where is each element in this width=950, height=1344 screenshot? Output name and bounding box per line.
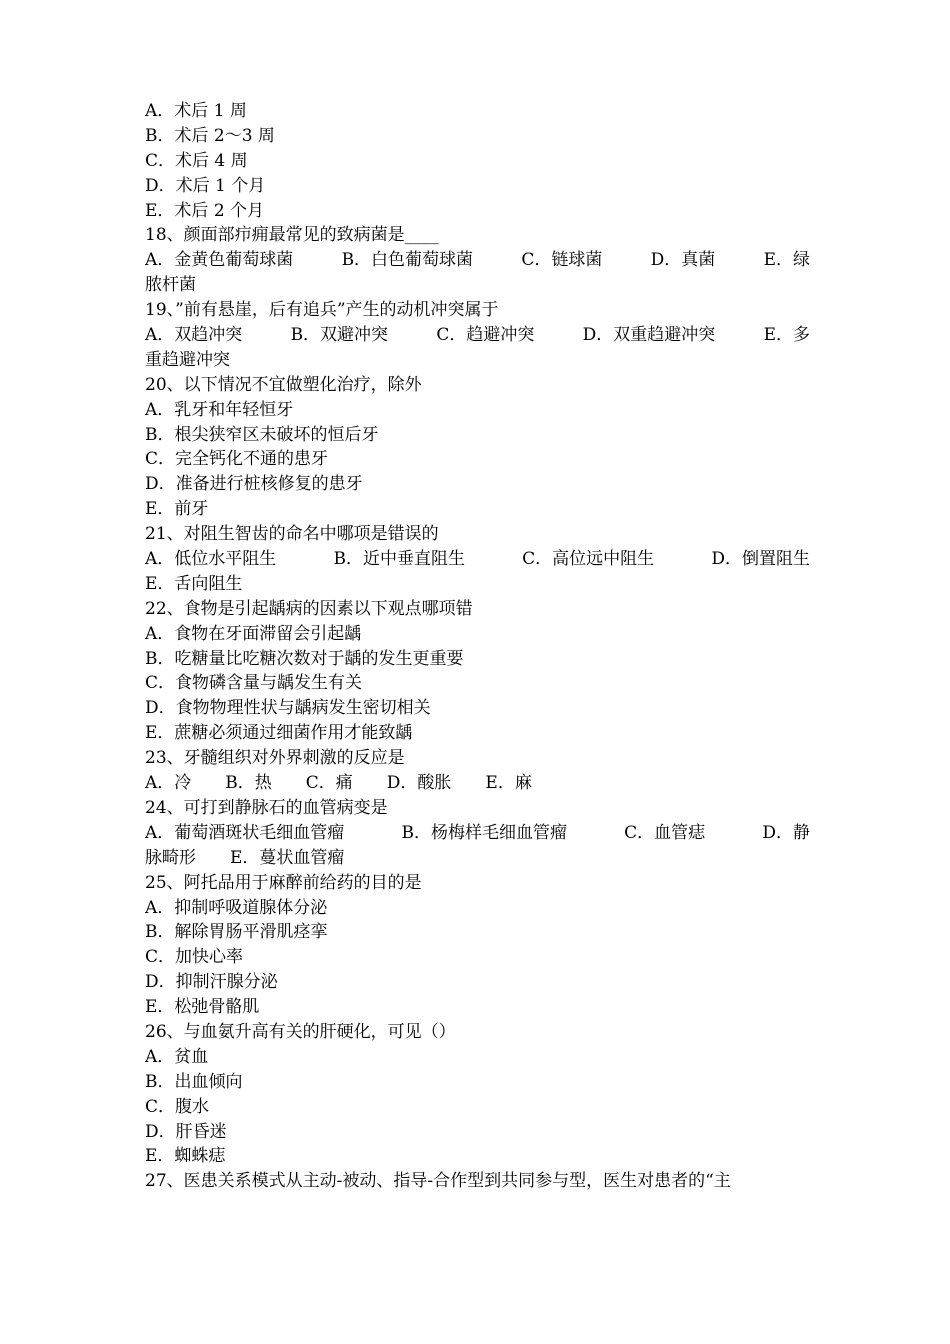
text-line: D．食物物理性状与龋病发生密切相关 [145,698,431,719]
option-row [145,821,810,846]
text-line: 25、阿托品用于麻醉前给药的目的是 [145,872,422,893]
text-line: A．贫血 [145,1046,209,1067]
option-text: C．链球菌 [521,250,603,271]
option-text: A．双趋冲突 [145,325,243,346]
option-text: B．白色葡萄球菌 [341,250,474,271]
option-text: B．杨梅样毛细血管瘤 [401,822,567,843]
question-text-block [145,99,810,1194]
text-line: B．术后 2～3 周 [145,125,275,146]
text-line: 重趋避冲突 [145,349,230,370]
option-text: C．趋避冲突 [436,325,535,346]
text-line: 脉畸形 E．蔓状血管瘤 [145,847,345,868]
text-line: E．舌向阻生 [145,573,243,594]
option-row [145,323,810,348]
text-line: 22、食物是引起龋病的因素以下观点哪项错 [145,598,473,619]
option-text: A．低位水平阻生 [145,549,277,570]
text-line: 26、与血氨升高有关的肝硬化，可见（） [145,1021,456,1042]
text-line: 27、医患关系模式从主动-被动、指导-合作型到共同参与型，医生对患者的“主 [145,1171,731,1192]
text-line: D．术后 1 个月 [145,175,266,196]
text-line: 脓杆菌 [145,275,196,296]
option-text: A．葡萄酒斑状毛细血管瘤 [145,822,345,843]
text-line: C．腹水 [145,1096,210,1117]
option-text: B．双避冲突 [290,325,389,346]
option-text: D．真菌 [650,250,716,271]
text-line: 24、可打到静脉石的血管病变是 [145,797,388,818]
option-text: D．双重趋避冲突 [582,325,716,346]
text-line: 19、”前有悬崖，后有追兵”产生的动机冲突属于 [145,300,499,321]
text-line: C．完全钙化不通的患牙 [145,449,329,470]
option-row [145,547,810,572]
text-line: D．抑制汗腺分泌 [145,972,278,993]
text-line: E．蔗糖必须通过细菌作用才能致龋 [145,723,413,744]
option-text: C．血管痣 [624,822,706,843]
text-line: E．术后 2 个月 [145,200,265,221]
option-row [145,248,810,273]
text-line: B．解除胃肠平滑肌痉挛 [145,922,328,943]
text-line: D．肝昏迷 [145,1121,227,1142]
text-line: C．术后 4 周 [145,150,248,171]
option-text: D．静 [762,822,810,843]
text-line: E．松弛骨骼肌 [145,997,260,1018]
text-line: A．乳牙和年轻恒牙 [145,399,294,420]
option-text: C．高位远中阻生 [522,549,655,570]
text-line: B．出血倾向 [145,1071,243,1092]
text-line: A．术后 1 周 [145,101,247,121]
text-line: A．抑制呼吸道腺体分泌 [145,897,328,918]
text-line: B．根尖狭窄区未破坏的恒后牙 [145,424,379,445]
text-line: 23、牙髓组织对外界刺激的反应是 [145,748,405,769]
text-line: E．前牙 [145,499,209,520]
option-text: B．近中垂直阻生 [333,549,465,570]
option-text: E．绿 [763,250,810,271]
text-line: C．加快心率 [145,947,244,968]
text-line: B．吃糖量比吃糖次数对于龋的发生更重要 [145,648,464,669]
text-line: 20、以下情况不宜做塑化治疗，除外 [145,374,422,395]
text-line: E．蜘蛛痣 [145,1146,226,1167]
text-line: 21、对阻生智齿的命名中哪项是错误的 [145,524,439,545]
text-line: D．准备进行桩核修复的患牙 [145,474,363,495]
text-line: A．冷 B．热 C．痛 D．酸胀 E．麻 [145,773,532,794]
text-line: A．食物在牙面滞留会引起龋 [145,623,362,644]
option-text: E．多 [763,325,810,346]
text-line: 18、颜面部疖痈最常见的致病菌是____ [145,225,439,246]
text-line: C．食物磷含量与龋发生有关 [145,673,363,694]
option-text: D．倒置阻生 [711,549,810,570]
option-text: A．金黄色葡萄球菌 [145,250,294,271]
